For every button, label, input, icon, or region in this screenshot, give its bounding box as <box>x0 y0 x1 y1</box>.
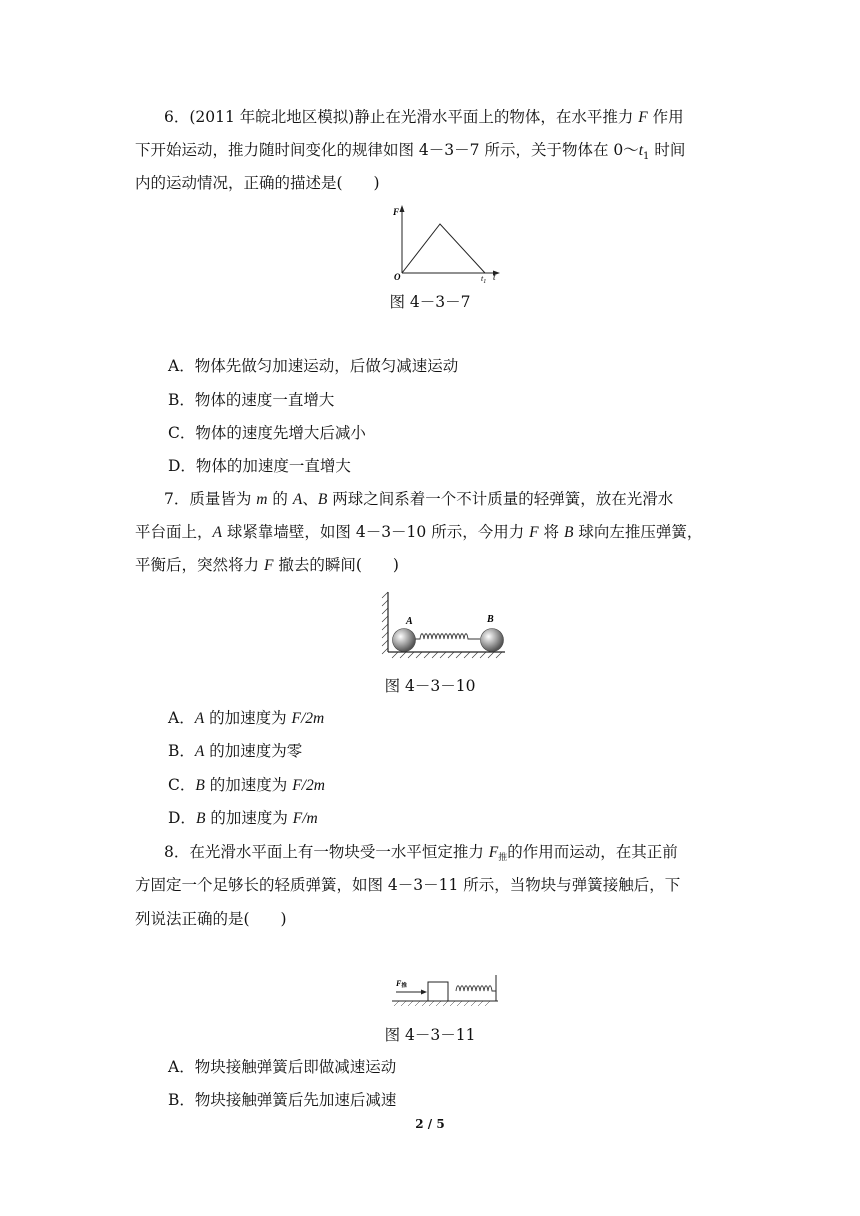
block <box>428 982 448 1001</box>
q7-line-3: 平衡后，突然将力 F 撤去的瞬间( ) <box>135 556 399 574</box>
q8-option-b: B．物块接触弹簧后先加速后减速 <box>168 1091 397 1109</box>
q6-option-c: C．物体的速度先增大后减小 <box>168 424 366 442</box>
q8-option-a: A．物块接触弹簧后即做减速运动 <box>168 1058 397 1076</box>
ball-b <box>481 629 504 652</box>
two-ball-spring-figure <box>380 590 508 660</box>
q7-option-b: B．A 的加速度为零 <box>168 742 303 760</box>
q6-option-d: D．物体的加速度一直增大 <box>168 457 351 475</box>
ball-a <box>393 629 416 652</box>
graph-t1-label: $t_1$ <box>481 274 487 283</box>
q6-option-a: A．物体先做匀加速运动，后做匀减速运动 <box>168 357 459 375</box>
page-number: 2 / 5 <box>415 1117 445 1131</box>
force-time-graph <box>390 203 505 283</box>
graph-t-label: t <box>493 272 496 282</box>
block-spring-figure <box>390 970 500 1012</box>
q6-line-1: 6．(2011 年皖北地区模拟)静止在光滑水平面上的物体，在水平推力 F 作用 <box>164 108 684 126</box>
force-label: F推 <box>396 979 407 989</box>
spring <box>415 634 480 639</box>
q8-line-1: 8．在光滑水平面上有一物块受一水平恒定推力 F推的作用而运动，在其正前 <box>164 843 678 863</box>
spring-8 <box>456 986 496 991</box>
q7-option-d: D．B 的加速度为 F/m <box>168 809 318 827</box>
figure-caption-4-3-10: 图 4－3－10 <box>384 677 476 695</box>
q7-line-2: 平台面上，A 球紧靠墙壁，如图 4－3－10 所示，今用力 F 将 B 球向左推压弹簧， <box>135 523 703 541</box>
q7-option-a: A．A 的加速度为 F/2m <box>168 709 325 727</box>
q6-line-3: 内的运动情况，正确的描述是( ) <box>135 174 380 192</box>
q6-line-2: 下开始运动，推力随时间变化的规律如图 4－3－7 所示，关于物体在 $0\sim t_1$ 时间 <box>135 141 686 163</box>
q8-line-2: 方固定一个足够长的轻质弹簧，如图 4－3－11 所示，当物块与弹簧接触后，下 <box>135 876 681 894</box>
q8-line-3: 列说法正确的是( ) <box>135 910 287 928</box>
figure-caption-4-3-7: 图 4－3－7 <box>389 293 471 311</box>
q7-line-1: 7．质量皆为 m 的 A、B 两球之间系着一个不计质量的轻弹簧，放在光滑水 <box>164 490 674 508</box>
ball-b-label: B <box>487 614 494 625</box>
q7-option-c: C．B 的加速度为 F/2m <box>168 776 325 794</box>
figure-caption-4-3-11: 图 4－3－11 <box>384 1026 476 1044</box>
ball-a-label: A <box>406 616 413 627</box>
graph-origin-label: O <box>394 272 401 282</box>
q6-option-b: B．物体的速度一直增大 <box>168 391 335 409</box>
graph-y-label: F <box>393 207 400 217</box>
